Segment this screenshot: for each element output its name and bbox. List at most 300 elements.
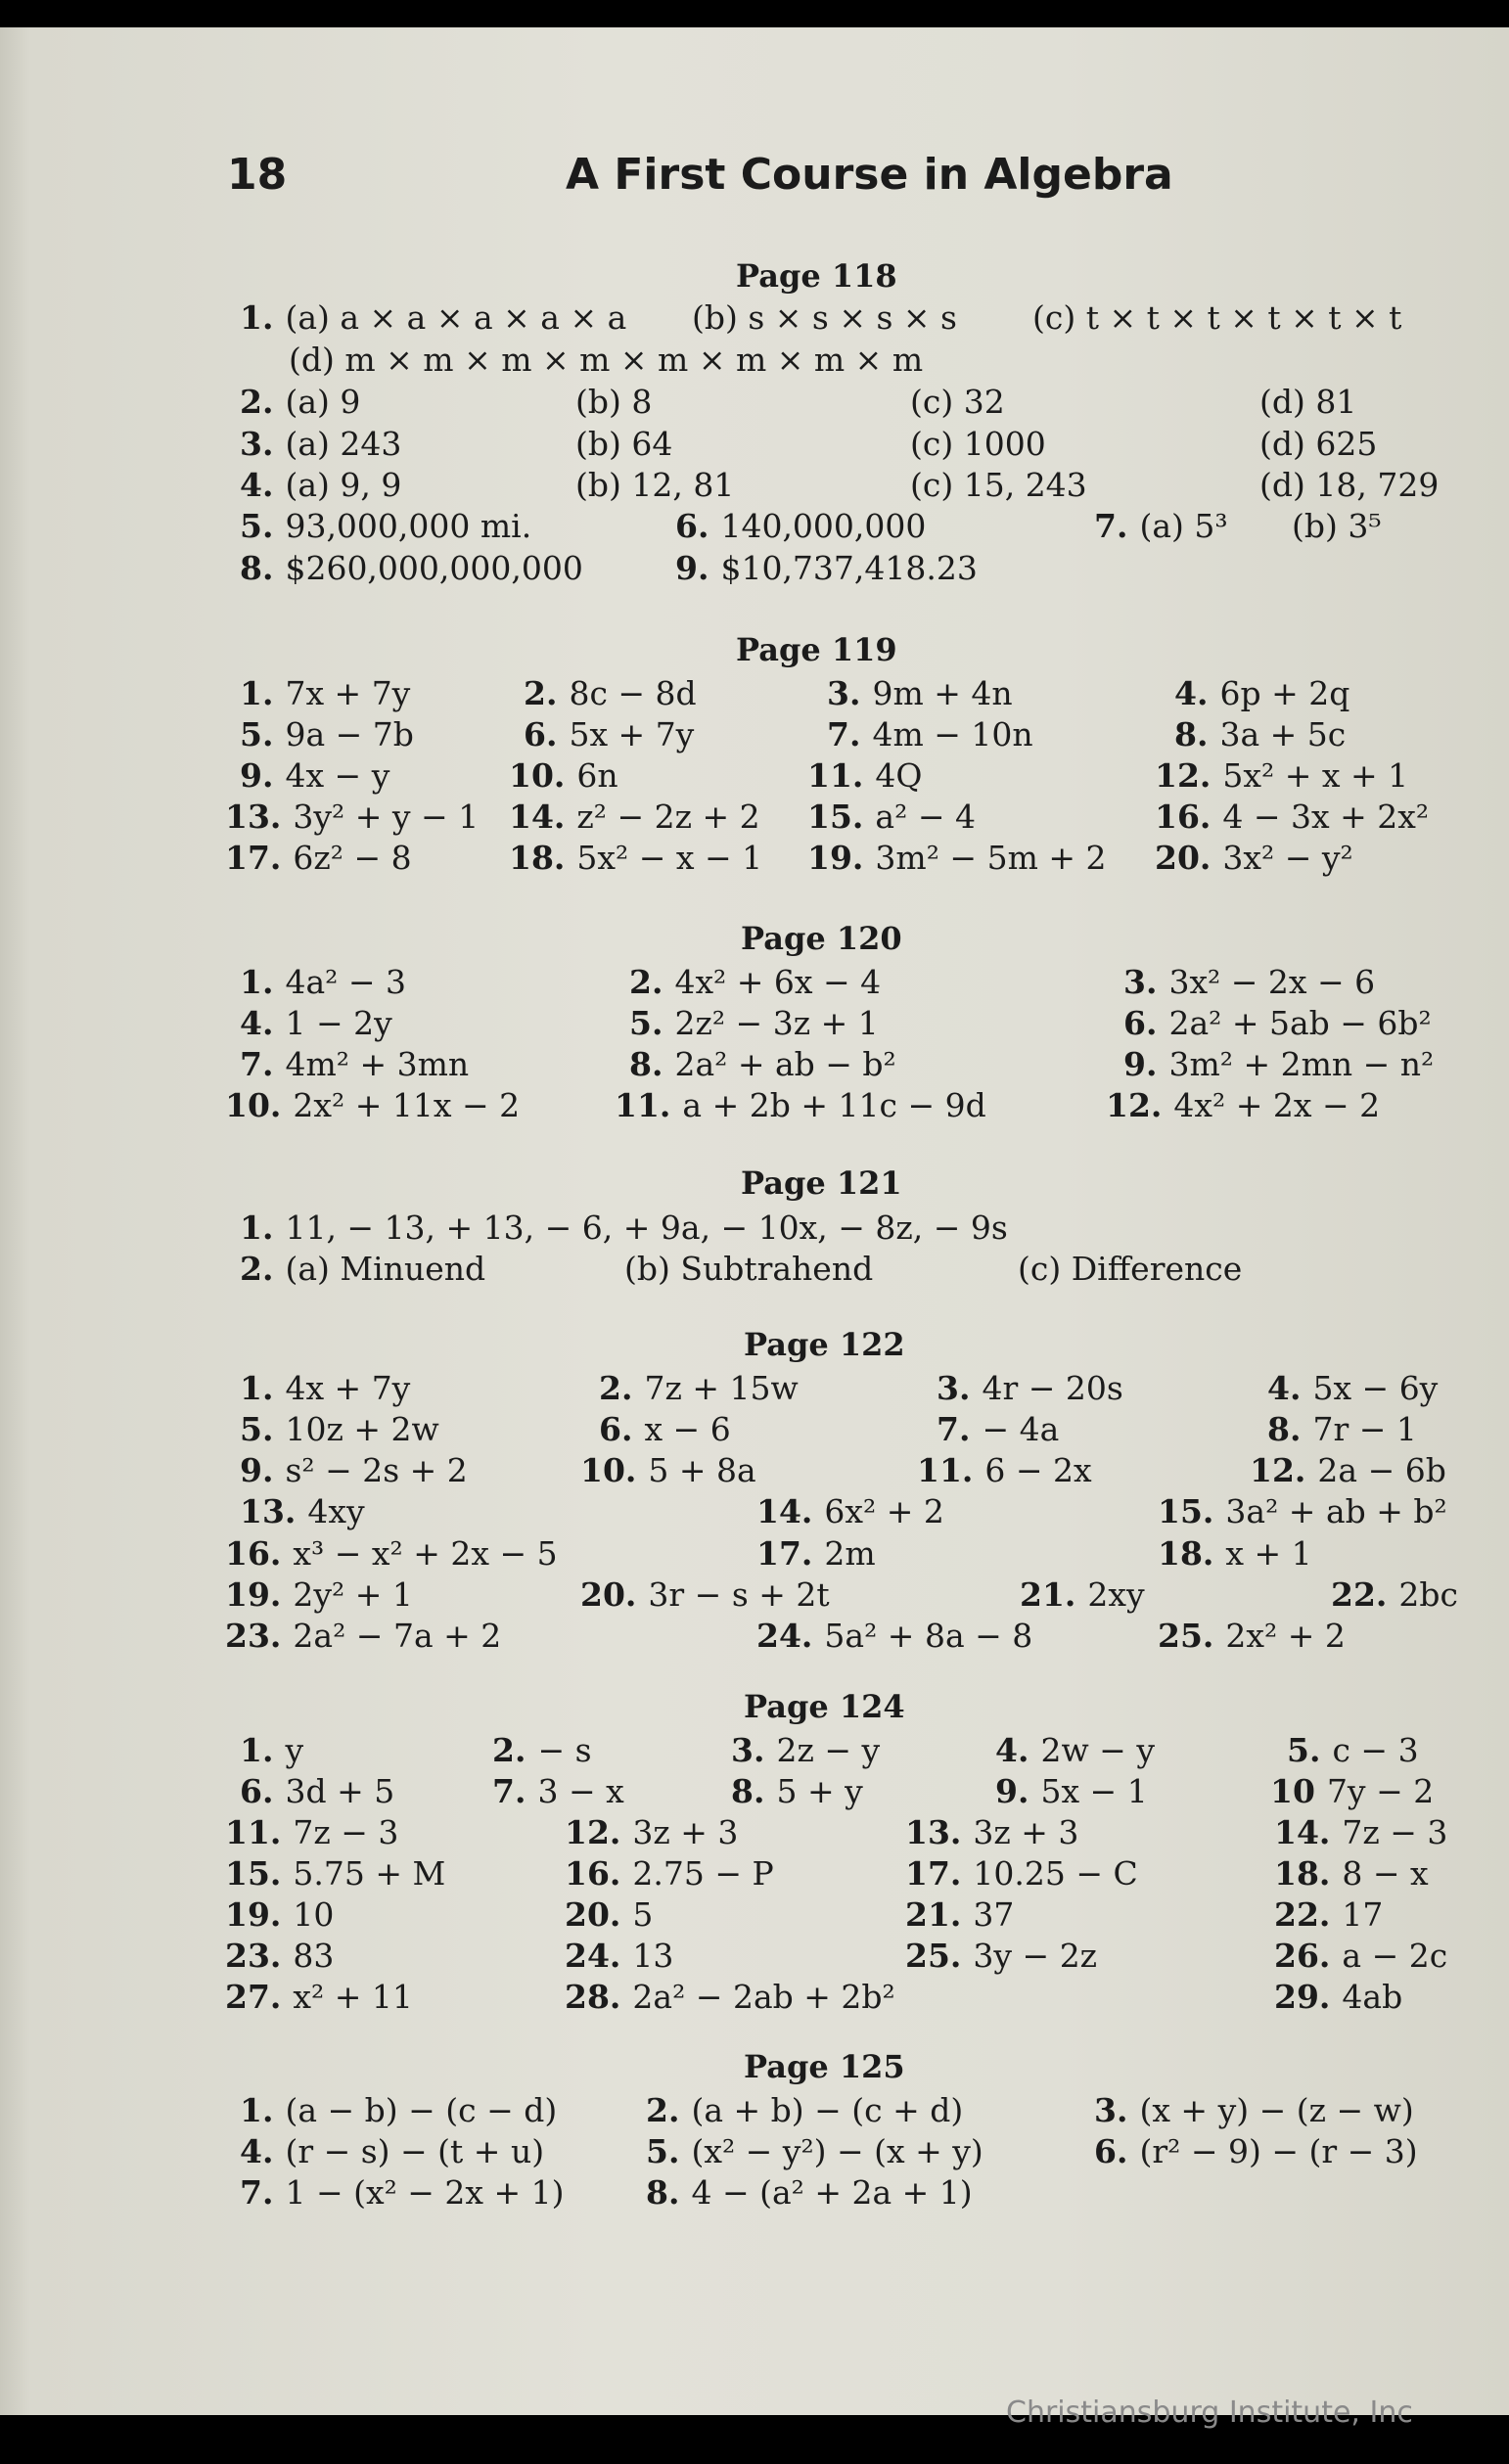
answer-number: 7.: [937, 1410, 971, 1448]
answer-item: [1032, 298, 1401, 337]
answer-number: 14.: [509, 798, 566, 836]
answer-text: 2w − y: [1040, 1731, 1155, 1769]
answer-text: 3a + 5c: [1219, 715, 1347, 753]
answer-text: y: [285, 1731, 304, 1769]
answer-item: [580, 1451, 756, 1489]
answer-item: [240, 383, 360, 421]
answer-item: [565, 1937, 673, 1975]
answer-text: (b) 12, 81: [575, 466, 735, 504]
answer-item: [1174, 674, 1349, 712]
answer-number: 1.: [240, 1731, 274, 1769]
section-heading: Page 118: [736, 257, 897, 295]
section-heading: Page 122: [744, 1326, 905, 1363]
answer-item: [807, 839, 1106, 877]
running-title: A First Course in Algebra: [566, 150, 1173, 200]
answer-number: 21.: [1020, 1575, 1076, 1614]
answer-item: [575, 425, 672, 463]
answer-text: 4x + 7y: [285, 1369, 411, 1407]
answer-number: 12.: [1106, 1086, 1163, 1124]
answer-number: 19.: [225, 1575, 282, 1614]
answer-number: 3.: [731, 1731, 765, 1769]
answer-number: 27.: [225, 1978, 282, 2016]
answer-text: 5 + y: [776, 1772, 863, 1810]
answer-item: [917, 1451, 1092, 1489]
answer-number: 19.: [225, 1895, 282, 1934]
answer-number: 8.: [240, 549, 274, 587]
answer-number: 14.: [756, 1492, 813, 1530]
answer-text: 7y − 2: [1326, 1772, 1435, 1810]
answer-item: [240, 1004, 392, 1042]
answer-item: [1094, 2132, 1418, 2170]
answer-text: 3m² − 5m + 2: [875, 839, 1107, 877]
answer-item: [225, 1617, 501, 1655]
answer-item: [1123, 1004, 1432, 1042]
answer-item: [225, 1978, 413, 2016]
answer-number: 2.: [629, 963, 663, 1001]
answer-text: 5 + 8a: [648, 1451, 756, 1489]
answer-item: [1267, 1410, 1417, 1448]
answer-number: 3.: [827, 674, 861, 712]
answer-number: 8.: [1174, 715, 1209, 753]
answer-text: 4 − (a² + 2a + 1): [691, 2173, 973, 2212]
answer-item: [225, 1937, 334, 1975]
answer-text: 3x² − 2x − 6: [1168, 963, 1376, 1001]
answer-item: [1174, 715, 1346, 753]
answer-number: 1.: [240, 1369, 274, 1407]
answer-number: 4.: [240, 466, 274, 504]
answer-item: [827, 715, 1033, 753]
answer-item: [565, 1854, 774, 1893]
answer-item: [692, 298, 957, 337]
answer-text: 5x² − x − 1: [576, 839, 763, 877]
answer-number: 1.: [240, 1209, 274, 1247]
answer-item: [240, 2132, 544, 2170]
answer-number: 18.: [1158, 1534, 1214, 1573]
answer-text: $260,000,000,000: [285, 549, 583, 587]
answer-text: 2a² − 2ab + 2b²: [632, 1978, 895, 2016]
answer-number: 15.: [807, 798, 864, 836]
answer-item: [240, 1209, 1008, 1247]
answer-text: 3y − 2z: [973, 1937, 1098, 1975]
answer-item: [599, 1410, 731, 1448]
answer-item: [1018, 1250, 1242, 1288]
answer-item: [646, 2091, 963, 2129]
answer-text: 9a − 7b: [285, 715, 414, 753]
answer-text: 93,000,000 mi.: [285, 507, 532, 545]
answer-number: 8.: [1267, 1410, 1302, 1448]
answer-item: [225, 1895, 334, 1934]
answer-number: 15.: [1158, 1492, 1214, 1530]
answer-text: 2a² − 7a + 2: [293, 1617, 502, 1655]
answer-number: 26.: [1274, 1937, 1331, 1975]
answer-text: (a − b) − (c − d): [285, 2091, 558, 2129]
answer-item: [225, 1813, 398, 1851]
answer-text: (b) 3⁵: [1292, 507, 1382, 545]
book-page: [0, 27, 1509, 2415]
answer-text: 5: [632, 1895, 654, 1934]
answer-item: [240, 1045, 469, 1083]
answer-text: 4Q: [875, 756, 923, 795]
answer-item: [1287, 1731, 1419, 1769]
answer-number: 8.: [629, 1045, 663, 1083]
answer-number: 6.: [240, 1772, 274, 1810]
answer-number: 16.: [225, 1534, 282, 1573]
answer-item: [807, 798, 976, 836]
answer-number: 21.: [905, 1895, 962, 1934]
answer-item: [240, 2091, 557, 2129]
answer-item: [524, 674, 697, 712]
answer-item: [240, 298, 626, 337]
answer-item: [1274, 1978, 1402, 2016]
answer-number: 9.: [675, 549, 709, 587]
answer-item: [1123, 1045, 1434, 1083]
answer-number: 15.: [225, 1854, 282, 1893]
answer-text: 5x − 1: [1040, 1772, 1148, 1810]
answer-text: a − 2c: [1342, 1937, 1448, 1975]
answer-item: [1259, 466, 1439, 504]
answer-number: 20.: [580, 1575, 637, 1614]
section-heading: Page 124: [744, 1688, 905, 1725]
answer-number: 9.: [240, 756, 274, 795]
answer-number: 16.: [565, 1854, 621, 1893]
answer-number: 5.: [629, 1004, 663, 1042]
answer-text: 13: [632, 1937, 674, 1975]
answer-number: 23.: [225, 1617, 282, 1655]
answer-number: 20.: [1155, 839, 1212, 877]
answer-number: 3.: [937, 1369, 971, 1407]
answer-item: [675, 507, 926, 545]
answer-number: 9.: [240, 1451, 274, 1489]
answer-text: x³ − x² + 2x − 5: [293, 1534, 558, 1573]
answer-item: [646, 2132, 983, 2170]
answer-item: [1250, 1451, 1446, 1489]
answer-text: 4 − 3x + 2x²: [1222, 798, 1430, 836]
answer-text: − 4a: [982, 1410, 1060, 1448]
answer-item: [910, 383, 1005, 421]
answer-text: 2a − 6b: [1317, 1451, 1446, 1489]
answer-text: 10z + 2w: [285, 1410, 439, 1448]
answer-text: 2z − y: [776, 1731, 881, 1769]
answer-text: 3r − s + 2t: [648, 1575, 830, 1614]
answer-text: (r − s) − (t + u): [285, 2132, 545, 2170]
answer-number: 12.: [1250, 1451, 1306, 1489]
answer-number: 18.: [1274, 1854, 1331, 1893]
answer-number: 25.: [905, 1937, 962, 1975]
answer-text: c − 3: [1332, 1731, 1419, 1769]
answer-number: 12.: [1155, 756, 1212, 795]
answer-item: [629, 1045, 896, 1083]
answer-text: (r² − 9) − (r − 3): [1139, 2132, 1418, 2170]
answer-text: (b) Subtrahend: [624, 1250, 874, 1288]
answer-number: 4.: [240, 2132, 274, 2170]
answer-text: 10: [293, 1895, 335, 1934]
answer-text: 3m² + 2mn − n²: [1168, 1045, 1435, 1083]
answer-item: [240, 1451, 468, 1489]
answer-number: 2.: [646, 2091, 680, 2129]
answer-text: (x² − y²) − (x + y): [691, 2132, 983, 2170]
answer-item: [524, 715, 694, 753]
answer-text: 3d + 5: [285, 1772, 395, 1810]
answer-item: [995, 1731, 1155, 1769]
answer-item: [240, 1410, 439, 1448]
answer-text: 3a² + ab + b²: [1225, 1492, 1447, 1530]
answer-item: [905, 1895, 1014, 1934]
answer-text: 2.75 − P: [632, 1854, 774, 1893]
answer-number: 13.: [905, 1813, 962, 1851]
answer-text: (a + b) − (c + d): [691, 2091, 964, 2129]
answer-text: 3y² + y − 1: [293, 798, 480, 836]
section-heading: Page 120: [741, 920, 902, 957]
answer-number: 29.: [1274, 1978, 1331, 2016]
answer-text: 8c − 8d: [569, 674, 697, 712]
answer-number: 2.: [599, 1369, 633, 1407]
answer-number: 6.: [1094, 2132, 1128, 2170]
answer-number: 22.: [1331, 1575, 1388, 1614]
answer-text: 37: [973, 1895, 1015, 1934]
answer-text: 2y² + 1: [293, 1575, 413, 1614]
answer-number: 4.: [995, 1731, 1029, 1769]
answer-item: [910, 425, 1046, 463]
answer-item: [1292, 507, 1382, 545]
answer-number: 14.: [1274, 1813, 1331, 1851]
answer-number: 2.: [240, 383, 274, 421]
answer-item: [1274, 1854, 1429, 1893]
answer-text: 11, − 13, + 13, − 6, + 9a, − 10x, − 8z, − 9s: [285, 1209, 1008, 1247]
answer-text: (d) m × m × m × m × m × m × m × m: [289, 341, 924, 379]
answer-item: [731, 1731, 880, 1769]
answer-text: z² − 2z + 2: [576, 798, 760, 836]
answer-number: 8.: [731, 1772, 765, 1810]
answer-item: [240, 425, 401, 463]
answer-item: [240, 2173, 565, 2212]
watermark: Christiansburg Institute, Inc: [1006, 2396, 1413, 2430]
answer-text: 2xy: [1087, 1575, 1145, 1614]
answer-text: (a) 9, 9: [285, 466, 402, 504]
answer-item: [905, 1937, 1097, 1975]
answer-text: (a) 5³: [1139, 507, 1228, 545]
answer-number: 7.: [492, 1772, 526, 1810]
answer-item: [905, 1813, 1078, 1851]
answer-text: (a) a × a × a × a × a: [285, 298, 627, 337]
answer-number: 3.: [1123, 963, 1158, 1001]
answer-item: [599, 1369, 799, 1407]
answer-item: [509, 756, 618, 795]
answer-item: [1155, 798, 1429, 836]
answer-number: 22.: [1274, 1895, 1331, 1934]
answer-text: (c) 1000: [910, 425, 1046, 463]
answer-item: [1274, 1813, 1447, 1851]
answer-number: 19.: [807, 839, 864, 877]
answer-number: 3.: [240, 425, 274, 463]
answer-number: 10.: [580, 1451, 637, 1489]
answer-item: [240, 1772, 394, 1810]
answer-number: 11.: [225, 1813, 282, 1851]
answer-number: 10.: [225, 1086, 282, 1124]
answer-text: (c) 32: [910, 383, 1005, 421]
answer-text: 8 − x: [1342, 1854, 1429, 1893]
answer-item: [289, 341, 923, 379]
answer-number: 13.: [240, 1492, 297, 1530]
answer-item: [624, 1250, 873, 1288]
answer-item: [910, 466, 1087, 504]
answer-text: (c) Difference: [1018, 1250, 1243, 1288]
answer-item: [240, 1250, 485, 1288]
answer-number: 6.: [599, 1410, 633, 1448]
page-number: 18: [227, 150, 288, 200]
answer-text: 3x² − y²: [1222, 839, 1353, 877]
answer-text: (d) 625: [1259, 425, 1378, 463]
answer-item: [565, 1978, 895, 2016]
answer-text: 10.25 − C: [973, 1854, 1138, 1893]
answer-text: 2z² − 3z + 1: [674, 1004, 879, 1042]
answer-number: 7.: [827, 715, 861, 753]
answer-text: (b) 64: [575, 425, 673, 463]
answer-item: [1158, 1492, 1447, 1530]
answer-text: (a) 243: [285, 425, 402, 463]
answer-text: 17: [1342, 1895, 1384, 1934]
answer-item: [225, 839, 412, 877]
answer-text: 5x² + x + 1: [1222, 756, 1409, 795]
answer-item: [225, 798, 479, 836]
answer-text: 4a² − 3: [285, 963, 406, 1001]
answer-item: [1123, 963, 1375, 1001]
answer-item: [937, 1369, 1123, 1407]
answer-text: a² − 4: [875, 798, 976, 836]
answer-number: 18.: [509, 839, 566, 877]
answer-number: 4.: [1174, 674, 1209, 712]
answer-text: a + 2b + 11c − 9d: [682, 1086, 986, 1124]
answer-text: s² − 2s + 2: [285, 1451, 468, 1489]
answer-number: 4.: [240, 1004, 274, 1042]
answer-number: 17.: [225, 839, 282, 877]
answer-item: [240, 466, 401, 504]
answer-number: 11.: [917, 1451, 974, 1489]
answer-number: 16.: [1155, 798, 1212, 836]
answer-item: [995, 1772, 1148, 1810]
answer-number: 7.: [240, 1045, 274, 1083]
answer-text: 6p + 2q: [1219, 674, 1350, 712]
answer-text: − s: [537, 1731, 592, 1769]
answer-item: [807, 756, 922, 795]
section-heading: Page 119: [736, 631, 897, 668]
answer-number: 17.: [756, 1534, 813, 1573]
answer-text: 4m² + 3mn: [285, 1045, 470, 1083]
answer-number: 1.: [240, 2091, 274, 2129]
answer-item: [580, 1575, 830, 1614]
answer-item: [629, 963, 881, 1001]
answer-item: [1259, 425, 1377, 463]
answer-number: 25.: [1158, 1617, 1214, 1655]
answer-item: [240, 1369, 410, 1407]
answer-item: [756, 1492, 944, 1530]
answer-item: [675, 549, 978, 587]
answer-number: 1.: [240, 674, 274, 712]
answer-text: 7z − 3: [1342, 1813, 1448, 1851]
answer-item: [827, 674, 1013, 712]
answer-item: [240, 549, 583, 587]
answer-number: 24.: [756, 1617, 813, 1655]
answer-item: [225, 1854, 445, 1893]
answer-number: 10: [1270, 1772, 1315, 1810]
answer-item: [509, 798, 760, 836]
answer-number: 13.: [225, 798, 282, 836]
answer-text: (c) 15, 243: [910, 466, 1087, 504]
answer-text: (d) 18, 729: [1259, 466, 1440, 504]
answer-item: [1155, 839, 1353, 877]
answer-item: [492, 1731, 592, 1769]
answer-text: 5a² + 8a − 8: [824, 1617, 1033, 1655]
answer-text: 2x² + 2: [1225, 1617, 1346, 1655]
answer-item: [225, 1086, 520, 1124]
answer-item: [225, 1575, 413, 1614]
answer-text: 6 − 2x: [984, 1451, 1092, 1489]
answer-number: 11.: [807, 756, 864, 795]
answer-text: 2m: [824, 1534, 876, 1573]
answer-item: [629, 1004, 879, 1042]
answer-text: 4x² + 6x − 4: [674, 963, 882, 1001]
answer-item: [240, 507, 531, 545]
answer-number: 9.: [995, 1772, 1029, 1810]
answer-text: 2x² + 11x − 2: [293, 1086, 521, 1124]
answer-item: [1094, 507, 1228, 545]
answer-text: 3 − x: [537, 1772, 624, 1810]
answer-number: 10.: [509, 756, 566, 795]
answer-text: 4xy: [307, 1492, 365, 1530]
answer-item: [240, 963, 406, 1001]
answer-number: 20.: [565, 1895, 621, 1934]
answer-text: 1 − (x² − 2x + 1): [285, 2173, 565, 2212]
answer-text: (a) 9: [285, 383, 361, 421]
answer-item: [225, 1534, 558, 1573]
answer-item: [1155, 756, 1408, 795]
answer-item: [1267, 1369, 1438, 1407]
answer-text: x² + 11: [293, 1978, 413, 2016]
answer-number: 6.: [1123, 1004, 1158, 1042]
answer-item: [575, 466, 734, 504]
answer-number: 9.: [1123, 1045, 1158, 1083]
answer-number: 6.: [675, 507, 709, 545]
answer-text: (b) 8: [575, 383, 653, 421]
answer-number: 24.: [565, 1937, 621, 1975]
answer-text: 4r − 20s: [982, 1369, 1123, 1407]
answer-item: [1158, 1617, 1346, 1655]
section-heading: Page 125: [744, 2048, 905, 2085]
answer-text: 2a² + 5ab − 6b²: [1168, 1004, 1432, 1042]
answer-item: [1020, 1575, 1145, 1614]
answer-text: 4x² + 2x − 2: [1173, 1086, 1381, 1124]
answer-text: 7z − 3: [293, 1813, 399, 1851]
answer-text: 3z + 3: [973, 1813, 1079, 1851]
answer-text: 140,000,000: [720, 507, 927, 545]
answer-number: 4.: [1267, 1369, 1302, 1407]
answer-number: 11.: [615, 1086, 671, 1124]
answer-item: [615, 1086, 986, 1124]
answer-item: [240, 1731, 303, 1769]
answer-number: 8.: [646, 2173, 680, 2212]
answer-text: (d) 81: [1259, 383, 1357, 421]
answer-item: [1094, 2091, 1414, 2129]
answer-number: 2.: [492, 1731, 526, 1769]
answer-item: [509, 839, 762, 877]
answer-text: 5.75 + M: [293, 1854, 446, 1893]
answer-text: $10,737,418.23: [720, 549, 978, 587]
answer-item: [1259, 383, 1356, 421]
answer-text: 4ab: [1342, 1978, 1403, 2016]
answer-text: 3z + 3: [632, 1813, 739, 1851]
answer-number: 2.: [524, 674, 558, 712]
answer-number: 7.: [240, 2173, 274, 2212]
answer-number: 5.: [1287, 1731, 1321, 1769]
